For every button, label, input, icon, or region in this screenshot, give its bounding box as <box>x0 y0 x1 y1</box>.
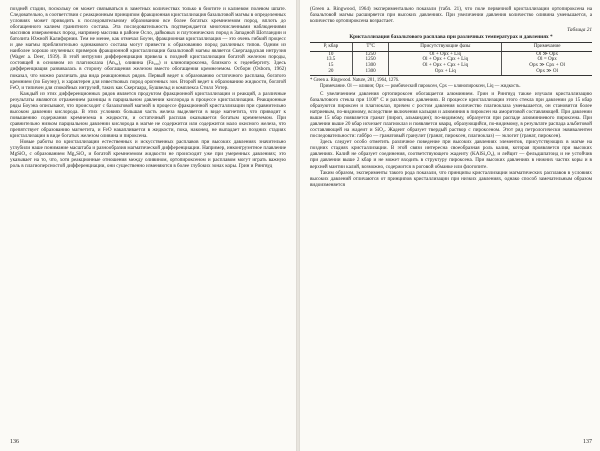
right-intro-paragraph: (Green a. Ringwood, 1964) экспериментально показали (табл. 21), что поле первичной кристаллизации ортопироксена на базальтовой магмы расширяется при высоких давлениях. При увеличении давления количество оливина уменьшается, а количество ортопироксена возрастает. <box>310 6 592 25</box>
left-page <box>0 0 296 451</box>
table-cell: 1300 <box>352 69 389 76</box>
table-cell: 13.5 <box>326 56 336 63</box>
left-paragraph-3: Новые работы по кристаллизации естественных и искусственных расплавов при высоких давлениях значительно углубили наше понимание масштаба и разнообразия магматической дифференциации. Например, инконгруэнтное плавление MgSiO₃ с образованием Mg₂SiO₄ и богатой кремнеземом жидкости не происходит уже при умеренных давлениях; это указывает на то, что, хотя реакционные отношения между оливином, ортопироксеном и расплавом могут играть важную роль в плагиоперсностой дифференциации, они существенно изменяются в более глубоких зонах коры. Грин и Рингвуд <box>10 139 286 170</box>
table-cell: 10 <box>328 50 334 57</box>
table-cell: Ol + Opx + Liq <box>389 51 502 57</box>
table-cell: Ol + Opx + Cpx + Liq <box>389 63 502 69</box>
table-cell: 1250 <box>352 51 389 57</box>
table-cell: Opx ≫ Ol <box>502 69 592 76</box>
table-title: Кристаллизация базальтового расплава при различных температурах и давлениях * <box>349 34 553 41</box>
table-cell: 15 <box>328 61 334 68</box>
table-cell: Opx + Liq <box>389 69 502 76</box>
right-page <box>300 0 600 451</box>
right-page-number: 137 <box>583 439 592 445</box>
table-row <box>310 69 592 76</box>
table-header-temperature: T°C <box>352 43 389 52</box>
table-header-pressure: P, кбар <box>310 43 352 52</box>
right-text-column <box>310 6 592 188</box>
table-header-note: Примечание <box>502 43 592 52</box>
left-text-column <box>10 6 286 169</box>
table-cell: Ol + Opx + Cpx + Liq <box>389 57 502 63</box>
right-paragraph-1: С увеличением давления ортопироксен обогащается алюминием. Грин и Рингвуд также изучали кристаллизацию базальтового стекла при 1100° C и различных давлениях. В процессе кристаллизации этого стекла при давлении до 15 кбар образуются пироксен и плагиоклаз, причем с ростом давления количество плагиоклаза уменьшается, он становится более натриевым, по-видимому, вследствие включения кальция и алюминия в пироксен на аморитовой составляющей. При давлении выше 15 кбар появляется гранат (пироп, альмандин); по-видимому, образуется при распаде алюминиевого пироксена. При давлении выше 20 кбар исчезает плагиоклаз и появляется кварц, образующийся, по-видимому, в результате распада альбитовой составляющей на жадеит и SiO₂. Жадеит образует твердый раствор с пироксеном. Этот ряд петрологически эквивалентен последовательности: габбро — гранатовый гранулит (гранат, пироксен, плагиоклаз) — эклогит (гранат, пироксен). <box>310 90 592 140</box>
left-page-number: 136 <box>10 439 19 445</box>
right-paragraph-2: Здесь следует особо отметить различное поведение при высоких давлениях элементов, присутствующих в магме на поздних стадиях кристаллизации. В этой связи интересна своеобразная роль калия, которая проявляется при высоких давлениях. Калий не образует соединения, соответствующего жадеиту (KAlSi₂O₆), и лейцит — фельдшпатоид и не устойчив при давлении выше 2 кбар и не может входить в структуру пироксена. При высоких давлениях в нижних частях коры и в верхней мантии калий, возможно, содержится в роговой обманке или флогопите. <box>310 139 592 170</box>
table-cell: Ol = Opx <box>502 57 592 63</box>
table-cell: 20 <box>310 69 352 76</box>
table-cell: Ol ≫ Opx <box>502 51 592 57</box>
table-cell: 1250 <box>352 57 389 63</box>
table-note: Примечание. Ol — оливин; Opx — ромбический пироксен, Cpx — клинопироксен, Liq — жидкость. <box>320 83 521 89</box>
left-paragraph-2: Каждый из этих дифференционных рядов является продуктом фракционной кристаллизации и реакций, а различные результаты являются отражением разницы в парциальном давлении кислорода в процессе кристаллизации. Реакционные ряды Боуэна описывают, что происходит с базальтовой магмой в процессе фракционной кристаллизации при сравнительно высоком давлении кислорода. В этих условиях большая часть железа выделяется в виде магнетита, что приводит к повышению содержания кремнезема в жидкости, и остаточный расплав оказывается богатым кремнеземом. При сравнительно низком парциальном давлении кислорода в магме не содержится или содержится мало окисного железа, что препятствует образованию магнетита, и FeO накапливается в жидкости, пока, наконец, не выпадает из поздних стадиях кристаллизации в виде богатых железом оливина и пироксена. <box>10 90 286 139</box>
right-paragraph-3: Таким образом, эксперименты такого рода показали, что принципы кристаллизации магматических расплавов в условиях высоких давлений отличаются от принципов кристаллизации при низких давлениях, однако способ замечательным образом видоизменяется <box>310 169 592 188</box>
table-caption: Таблица 21 <box>567 27 592 34</box>
table-footnote: * Green a. Ringwood. Nature, 201, 1964, 1276. <box>310 78 400 84</box>
table-cell: 1300 <box>352 63 389 69</box>
table-header-row <box>310 43 592 52</box>
crystallization-table <box>310 42 592 76</box>
table-header-phases: Присутствующие фазы <box>389 43 502 52</box>
table-cell: Opx ≫ Cpx + Ol <box>502 63 592 69</box>
left-paragraph-1: поздней стадии, поскольку он может связываться в заметных количествах только в биотите и калиевом полевом шпате. Следовательно, в соответствии с реакционным принципом фракционная кристаллизация базальтовой магмы в определенных условиях может приводить к последовательному образованию все более богатых кремнеземом пород, вплоть до обогащенного калием гранитного состава. Эта последовательность подтверждается многочисленными наблюдениями массивов изверженных пород, например массива в районе Осло, дайковых и плутонических пород в Западной Шотландии и батолита Южной Калифорнии. Тем не менее, как отмечал Боуэн, фракционная кристаллизация — это очень гибкий процесс и две магмы приблизительно одинакового состава могут привести к образованию пород различных типов. Одним из наиболее хорошо изученных примеров фракционной кристаллизации базальтовой магмы является Скергаардская интрузия (Wager а. Deer, 1939). В этой интрузии дифференциация привела к поздней кристаллизации богатой железом породы, состоящей в основном из плагиоклаза (An₃₀), оливина (Fa₁₀₀) и клинопироксена, близкого к геденбергиту. Здесь дифференциация развивалась в сторону обогащения железом вместо обогащения кремнеземом. Осборн (Osborn, 1962) показал, что можно различать два вида реакционных рядов. Первый ведет к образованию остаточного расплава, богатого кремнием (по Боуэну), и характерен для известковых пород орогенных зон. Второй ведет к образованию жидкости, богатой FeO, и типичен для спокойных интрузий, таких как Скергаард, Бушвельд и комплекса Стилл Уотер. <box>10 6 286 91</box>
